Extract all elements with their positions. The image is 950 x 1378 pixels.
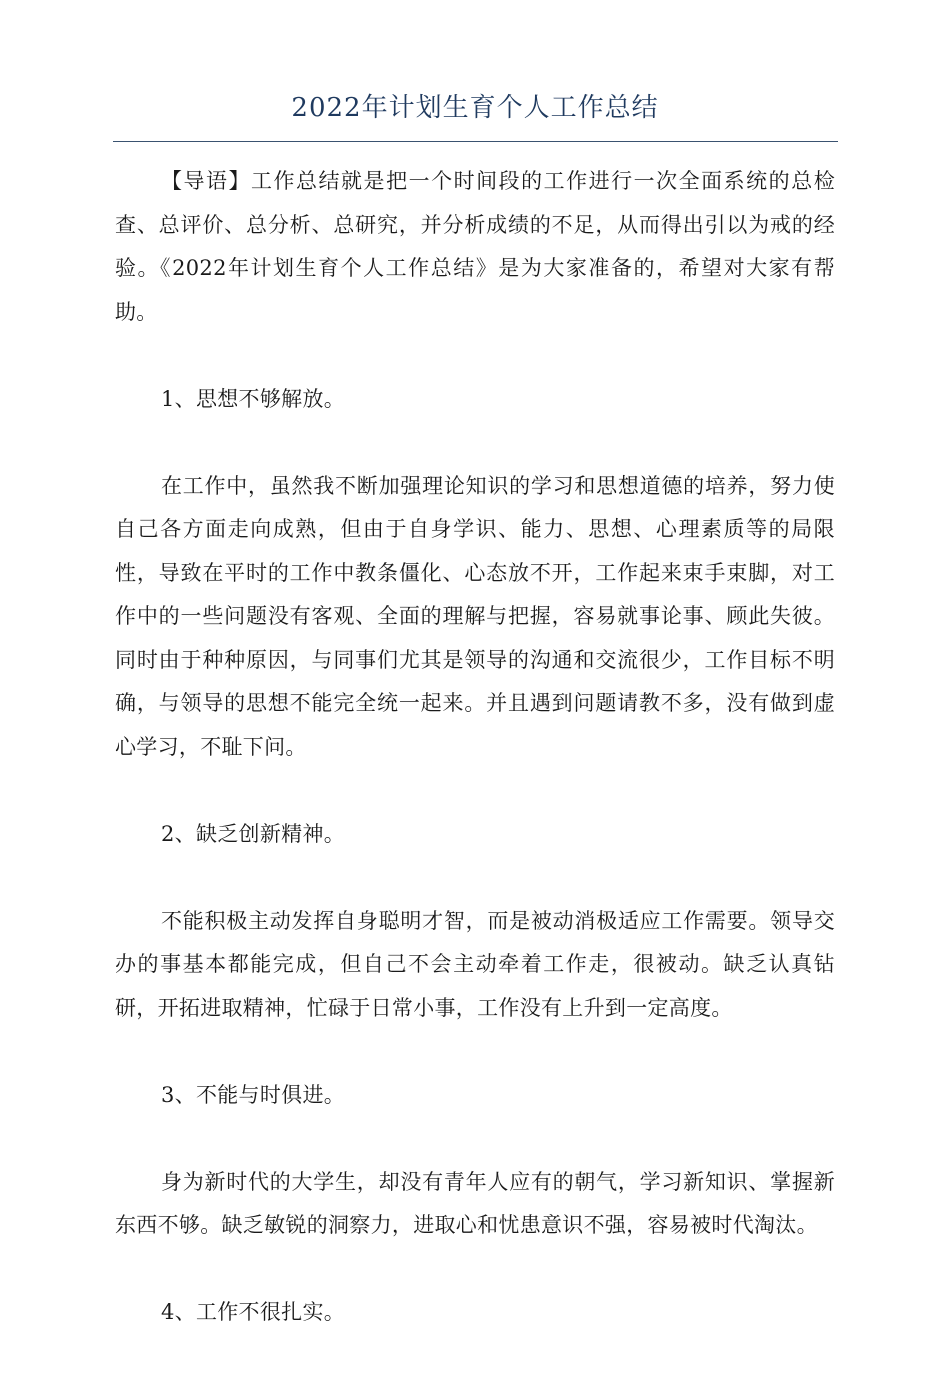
document-title: 2022年计划生育个人工作总结 <box>291 93 659 123</box>
section-heading-2: 2、缺乏创新精神。 <box>161 821 346 846</box>
section-paragraph-2: 不能积极主动发挥自身聪明才智，而是被动消极适应工作需要。领导交办的事基本都能完成，但自己不会主动牵着工作走，很被动。缺乏认真钻研，开拓进取精神，忙碌于日常小事，工作没有上升到一定高度。 <box>115 908 835 1020</box>
title-divider <box>113 141 838 142</box>
section-heading-3: 3、不能与时俱进。 <box>161 1082 346 1107</box>
intro-paragraph: 【导语】工作总结就是把一个时间段的工作进行一次全面系统的总检查、总评价、总分析、总研究，并分析成绩的不足，从而得出引以为戒的经验。《2022年计划生育个人工作总结》是为大家准备的，希望对大家有帮助。 <box>115 169 835 324</box>
section-paragraph-3: 身为新时代的大学生，却没有青年人应有的朝气，学习新知识、掌握新东西不够。缺乏敏锐的洞察力，进取心和忧患意识不强，容易被时代淘汰。 <box>115 1169 835 1237</box>
section-paragraph-1: 在工作中，虽然我不断加强理论知识的学习和思想道德的培养，努力使自己各方面走向成熟，但由于自身学识、能力、思想、心理素质等的局限性，导致在平时的工作中教条僵化、心态放不开，工作起来束手束脚，对工作中的一些问题没有客观、全面的理解与把握，容易就事论事、顾此失彼。同时由于种种原因，与同事们尤其是领导的沟通和交流很少，工作目标不明确，与领导的思想不能完全统一起来。并且遇到问题请教不多，没有做到虚心学习，不耻下问。 <box>115 473 835 759</box>
section-heading-1: 1、思想不够解放。 <box>161 386 346 411</box>
document-body <box>115 160 835 1378</box>
section-heading-4: 4、工作不很扎实。 <box>161 1300 346 1324</box>
